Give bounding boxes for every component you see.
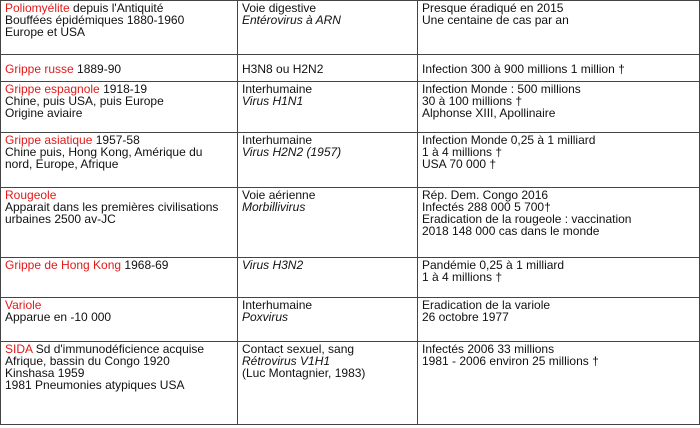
transmission-cell <box>238 342 418 425</box>
disease-name: SIDA <box>5 342 33 356</box>
transmission-text: Contact sexuel, sang <box>242 342 355 356</box>
history-text: Kinshasa 1959 <box>5 366 85 380</box>
history-text: Afrique, bassin du Congo 1920 <box>5 354 170 368</box>
history-text: 1918-19 <box>99 82 148 96</box>
impact-cell <box>418 55 700 82</box>
transmission-cell <box>238 55 418 82</box>
virus-text: Virus H1N1 <box>242 94 304 108</box>
impact-text: 30 à 100 millions † <box>422 94 523 108</box>
history-text: Sd d'immunodéficience acquise <box>32 342 205 356</box>
transmission-cell <box>238 298 418 342</box>
transmission-text: Interhumaine <box>242 82 313 96</box>
history-cell <box>1 55 238 82</box>
history-text: Bouffées épidémiques 1880-1960 <box>5 13 185 27</box>
impact-cell <box>418 342 700 425</box>
impact-text: 1 à 4 millions † <box>422 270 503 284</box>
history-text: Europe et USA <box>5 25 86 39</box>
table-row <box>1 82 700 133</box>
transmission-cell <box>238 188 418 258</box>
impact-cell <box>418 298 700 342</box>
history-text: 1957-58 <box>92 133 140 147</box>
impact-text: Eradication de la rougeole : vaccination <box>422 212 632 226</box>
transmission-text: Voie digestive <box>242 1 317 15</box>
history-text: Origine aviaire <box>5 106 83 120</box>
transmission-cell <box>238 82 418 133</box>
virus-text: Rétrovirus V1H1 <box>242 354 331 368</box>
virus-text: Morbillivirus <box>242 200 306 214</box>
impact-text: Une centaine de cas par an <box>422 13 569 27</box>
table-row <box>1 342 700 425</box>
impact-text: Infection Monde 0,25 à 1 milliard <box>422 133 596 147</box>
discoverer-text: (Luc Montagnier, 1983) <box>242 366 366 380</box>
impact-cell <box>418 258 700 298</box>
history-cell <box>1 298 238 342</box>
virus-text: Virus H3N2 <box>242 258 304 272</box>
impact-cell <box>418 1 700 55</box>
history-cell <box>1 133 238 188</box>
table-row <box>1 133 700 188</box>
impact-text: Pandémie 0,25 à 1 milliard <box>422 258 565 272</box>
virus-text: Entérovirus à ARN <box>242 13 341 27</box>
impact-text: Presque éradiqué en 2015 <box>422 1 564 15</box>
transmission-cell <box>238 133 418 188</box>
disease-name: Grippe russe <box>5 61 74 76</box>
transmission-cell <box>238 1 418 55</box>
history-text: Chine puis, Hong Kong, Amérique du nord, Europe, Afrique <box>5 145 203 171</box>
disease-name: Rougeole <box>5 188 57 202</box>
impact-text: Eradication de la variole <box>422 298 551 312</box>
disease-name: Grippe de Hong Kong <box>5 258 122 272</box>
disease-name: Variole <box>5 298 42 312</box>
transmission-text: Interhumaine <box>242 133 313 147</box>
table-row <box>1 55 700 82</box>
history-text: 1889-90 <box>73 61 122 76</box>
impact-cell <box>418 82 700 133</box>
disease-name: Grippe espagnole <box>5 82 100 96</box>
impact-text: 1981 - 2006 environ 25 millions † <box>422 354 599 368</box>
impact-text: Infectés 2006 33 millions <box>422 342 555 356</box>
virus-text: Poxvirus <box>242 310 289 324</box>
virus-text: H3N8 ou H2N2 <box>242 61 324 76</box>
impact-cell <box>418 188 700 258</box>
history-cell <box>1 258 238 298</box>
history-cell <box>1 82 238 133</box>
impact-text: 1 à 4 millions † <box>422 145 503 159</box>
history-text: Chine, puis USA, puis Europe <box>5 94 164 108</box>
disease-name: Grippe asiatique <box>5 133 93 147</box>
history-text: Apparait dans les premières civilisations urbaines 2500 av-JC <box>5 200 219 226</box>
impact-text: Rép. Dem. Congo 2016 <box>422 188 549 202</box>
virus-text: Virus H2N2 (1957) <box>242 145 342 159</box>
transmission-cell <box>238 258 418 298</box>
impact-text: Alphonse XIII, Apollinaire <box>422 106 556 120</box>
impact-text: 26 octobre 1977 <box>422 310 509 324</box>
history-cell <box>1 188 238 258</box>
history-text: 1968-69 <box>121 258 169 272</box>
impact-cell <box>418 133 700 188</box>
table-row <box>1 258 700 298</box>
table-row <box>1 188 700 258</box>
table-row <box>1 298 700 342</box>
transmission-text: Voie aérienne <box>242 188 316 202</box>
history-text: depuis l'Antiquité <box>69 1 164 15</box>
disease-name: Poliomyélite <box>5 1 70 15</box>
impact-text: Infection 300 à 900 millions 1 million † <box>422 61 625 76</box>
history-text: Apparue en -10 000 <box>5 310 112 324</box>
impact-text: 2018 148 000 cas dans le monde <box>422 224 600 238</box>
table-row <box>1 1 700 55</box>
history-text: 1981 Pneumonies atypiques USA <box>5 378 185 392</box>
history-cell <box>1 342 238 425</box>
transmission-text: Interhumaine <box>242 298 313 312</box>
impact-text: USA 70 000 † <box>422 157 497 171</box>
impact-text: Infection Monde : 500 millions <box>422 82 581 96</box>
impact-text: Infectés 288 000 5 700† <box>422 200 551 214</box>
history-cell <box>1 1 238 55</box>
